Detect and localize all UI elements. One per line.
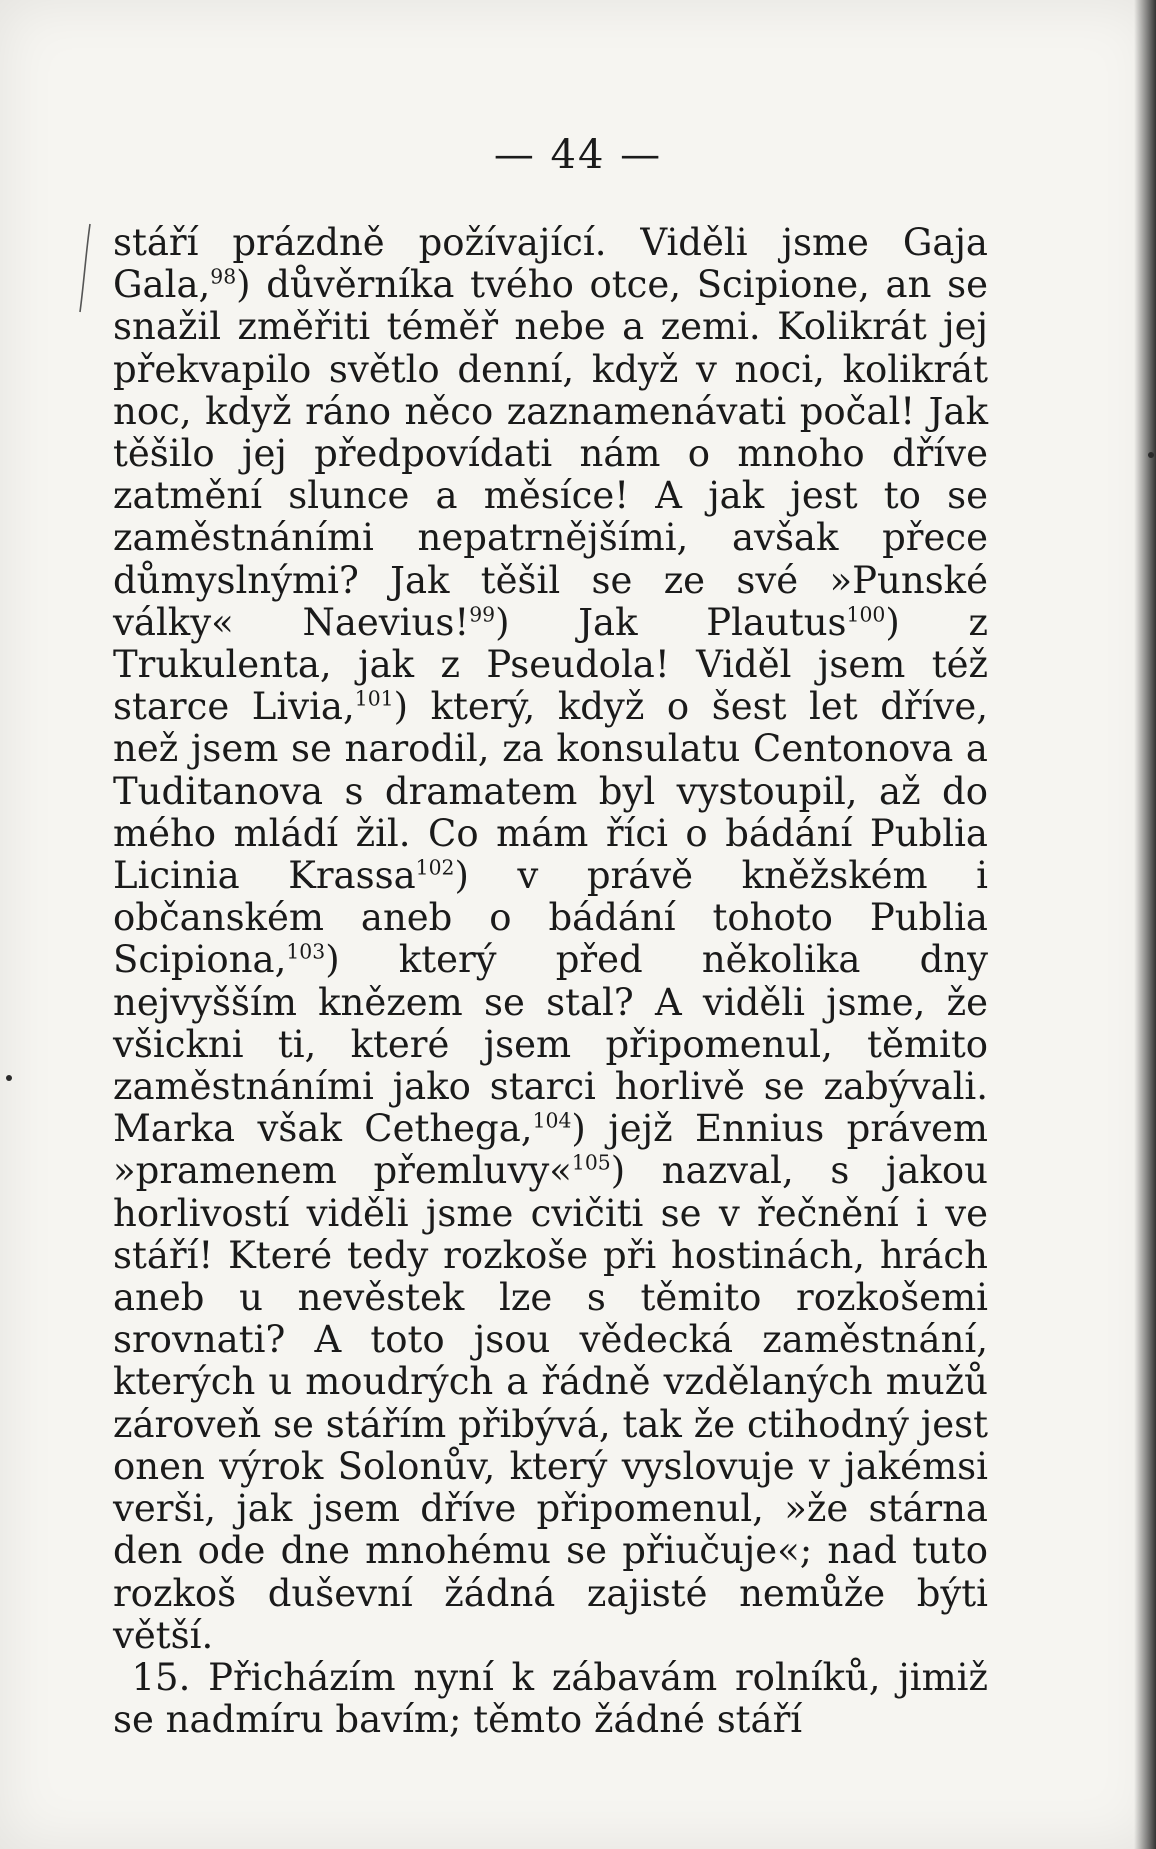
paragraph-2: 15. Přicházím nyní k zábavám rolníků, jimiž se nadmíru bavím; těmto žádné stáří xyxy=(113,1655,988,1742)
speck xyxy=(6,1075,12,1081)
footnote-reference: 101 xyxy=(354,686,394,711)
footnote-reference: 104 xyxy=(532,1108,572,1133)
page-edge-shadow xyxy=(1134,0,1156,1849)
text-segment: ) nazval, s jakou horlivostí viděli jsme cvičiti se v řečnění i ve stáří! Které tedy rozkoše při hostinách, hrách aneb u nevěstek lze s těmito rozkošemi srovnati? A toto jsou vědecká zaměstnání, kterých u moudrých a řádně vzdělaných mužů zároveň se stářím přibývá, tak že ctihodný jest onen výrok Solonův, který vyslovuje v jakémsi verši, jak jsem dříve připomenul, »že stárna den ode dne mnohému se přiučuje«; nad tuto rozkoš duševní žádná zajisté nemůže býti větší. xyxy=(113,1149,988,1657)
text-segment: ) jejž Ennius právem »pramenem přemluvy« xyxy=(113,1107,988,1193)
margin-pencil-mark xyxy=(78,222,92,314)
text-segment: ) Jak Plautus xyxy=(495,600,847,644)
speck xyxy=(1148,452,1154,458)
footnote-reference: 100 xyxy=(846,602,886,627)
footnote-reference: 103 xyxy=(286,940,326,965)
text-segment: ) z Trukulenta, jak z Pseudola! Viděl jsem též starce Livia, xyxy=(113,600,988,729)
page-number: — 44 — xyxy=(493,132,663,178)
footnote-reference: 102 xyxy=(415,855,455,880)
text-segment: ) který před několika dny nejvyšším knězem se stal? A viděli jsme, že všickni ti, které jsem připomenul, těmito zaměstnáními jako starci horlivě se zabývali. Marka však Cethega, xyxy=(113,938,988,1151)
footnote-reference: 99 xyxy=(469,602,496,627)
text-segment: ) důvěrníka tvého otce, Scipione, an se snažil změřiti téměř nebe a zemi. Kolikrát jej překvapilo světlo denní, když v noci, kolikrát noc, když ráno něco zaznamenávati počal! Jak těšilo jej předpovídati nám o mnoho dříve zatmění slunce a měsíce! A jak jest to se zaměstnáními nepatrnějšími, avšak přece důmyslnými? Jak těšil se ze své »Punské války« Naevius! xyxy=(113,263,988,644)
text-segment: ) který, když o šest let dříve, než jsem se narodil, za konsulatu Centonova a Tuditanova s dramatem byl vystoupil, až do mého mládí žil. Co mám říci o bádání Publia Licinia Krassa xyxy=(113,685,988,898)
footnote-reference: 98 xyxy=(210,264,237,289)
footnote-reference: 105 xyxy=(571,1151,611,1176)
text-segment: stáří prázdně požívající. Viděli jsme Gaja Gala, xyxy=(113,221,988,307)
text-segment: ) v právě kněžském i občanském aneb o bádání tohoto Publia Scipiona, xyxy=(113,854,988,982)
paragraph-1 xyxy=(113,222,988,1657)
body-text xyxy=(113,222,988,1741)
